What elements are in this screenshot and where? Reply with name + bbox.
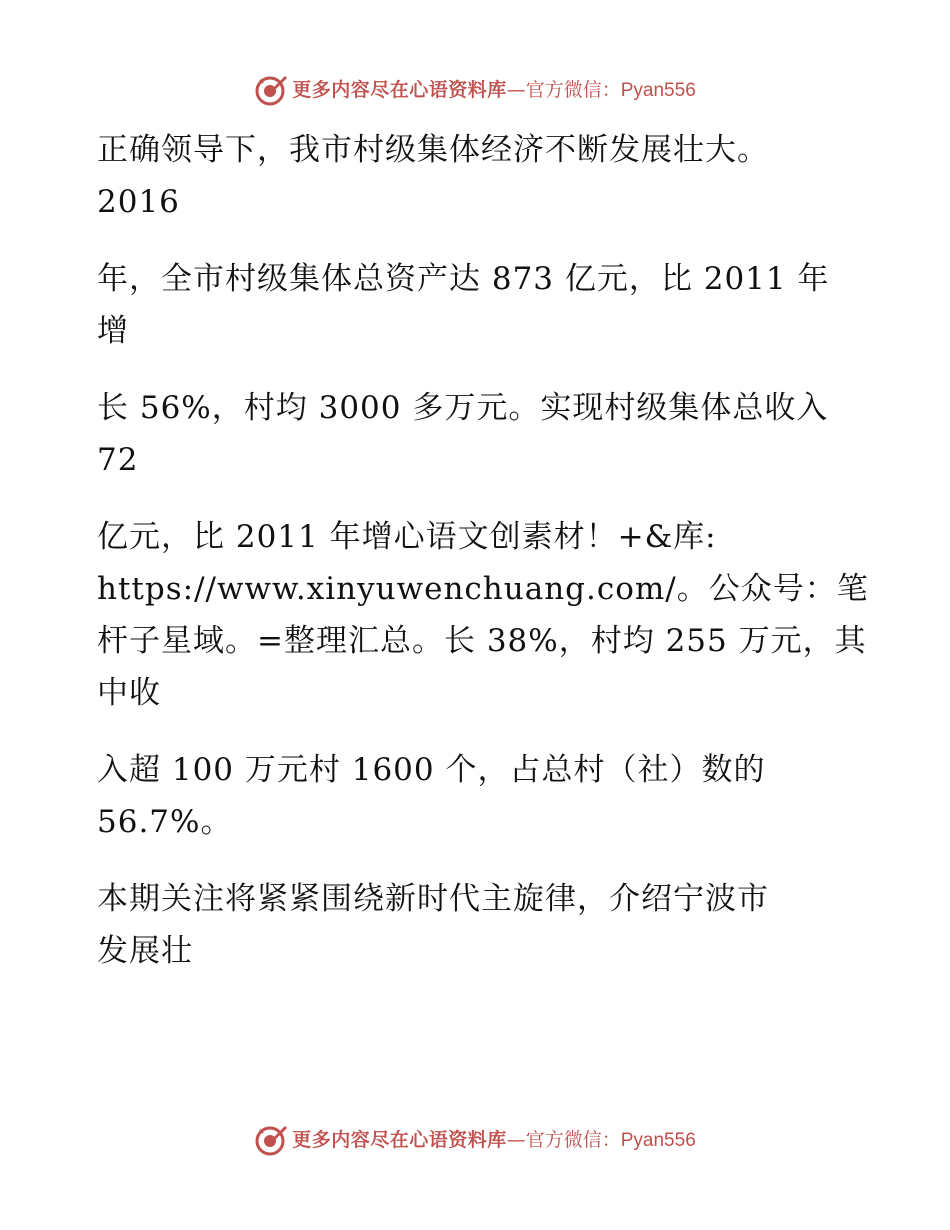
watermark-separator: — <box>506 78 526 101</box>
body-line: https://www.xinyuwenchuang.com/。公众号：笔 <box>97 571 869 607</box>
body-line: 发展壮 <box>97 933 193 969</box>
watermark-wechat-id: Pyan556 <box>620 1129 696 1151</box>
body-line: 年，全市村级集体总资产达 873 亿元，比 2011 年 <box>97 261 830 297</box>
watermark-separator: — <box>506 1128 526 1151</box>
body-line: 增 <box>97 313 129 349</box>
body-line: 入超 100 万元村 1600 个，占总村（社）数的 <box>97 752 766 788</box>
pen-logo-icon <box>254 73 288 107</box>
document-body <box>97 124 867 977</box>
body-line: 长 56%，村均 3000 多万元。实现村级集体总收入 <box>97 390 829 426</box>
watermark-wechat-label: 官方微信： <box>525 1128 621 1151</box>
footer-watermark <box>0 1120 950 1160</box>
watermark-title: 更多内容尽在心语资料库 <box>292 78 507 101</box>
body-line: 2016 <box>97 184 180 220</box>
body-line: 正确领导下，我市村级集体经济不断发展壮大。 <box>97 132 769 168</box>
body-line: 72 <box>97 442 139 478</box>
body-line: 56.7%。 <box>97 804 233 840</box>
header-watermark <box>0 70 950 110</box>
body-line: 本期关注将紧紧围绕新时代主旋律，介绍宁波市 <box>97 881 769 917</box>
body-line: 亿元，比 2011 年增心语文创素材！+&库: <box>97 519 717 555</box>
body-line: 中收 <box>97 675 161 711</box>
watermark-title: 更多内容尽在心语资料库 <box>292 1128 507 1151</box>
watermark-wechat-id: Pyan556 <box>620 79 696 101</box>
body-line: 杆子星域。=整理汇总。长 38%，村均 255 万元，其 <box>97 623 867 659</box>
pen-logo-icon <box>254 1123 288 1157</box>
watermark-wechat-label: 官方微信： <box>525 78 621 101</box>
